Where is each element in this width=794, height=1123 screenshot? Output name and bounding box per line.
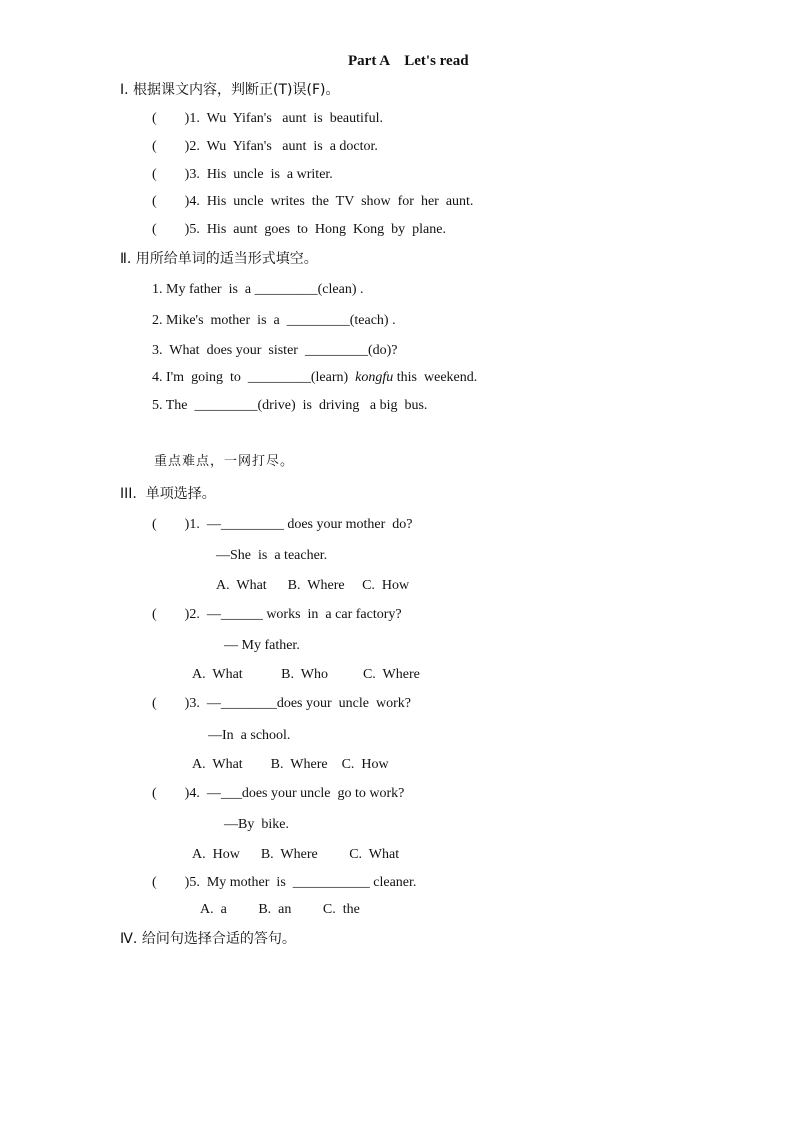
section-3-heading: III. 单项选择。: [120, 486, 216, 502]
section-1-item-1: ( )1. Wu Yifan's aunt is beautiful.: [152, 111, 383, 126]
question-1-options: A. What B. Where C. How: [216, 578, 410, 593]
section-1-item-5: ( )5. His aunt goes to Hong Kong by plane.: [152, 222, 446, 237]
section-2-item-1: 1. My father is a _________(clean) .: [152, 282, 364, 297]
section-1-item-4: ( )4. His uncle writes the TV show for her aunt.: [152, 194, 474, 209]
section-2-item-5: 5. The _________(drive) is driving a big bus.: [152, 398, 428, 413]
question-3-stem: ( )3. —________does your uncle work?: [152, 696, 411, 711]
question-3-options: A. What B. Where C. How: [192, 757, 389, 772]
question-4-answer: —By bike.: [224, 817, 289, 832]
section-2-item-3: 3. What does your sister _________(do)?: [152, 343, 398, 358]
section-1-item-2: ( )2. Wu Yifan's aunt is a doctor.: [152, 139, 378, 154]
key-points-note: 重点难点，一网打尽。: [154, 454, 295, 469]
question-4-stem: ( )4. —___does your uncle go to work?: [152, 786, 405, 801]
section-4-heading: Ⅳ. 给问句选择合适的答句。: [120, 931, 296, 947]
section-2-heading: Ⅱ. 用所给单词的适当形式填空。: [120, 251, 318, 267]
page-title: Part A Let's read: [348, 53, 469, 69]
question-2-stem: ( )2. —______ works in a car factory?: [152, 607, 402, 622]
section-2-item-4: [152, 369, 477, 387]
question-1-stem: ( )1. —_________ does your mother do?: [152, 517, 413, 532]
question-4-options: A. How B. Where C. What: [192, 847, 400, 862]
question-2-options: A. What B. Who C. Where: [192, 667, 420, 682]
section-2-item-4-pre: 4. I'm going to _________(learn): [152, 370, 356, 385]
question-5-options: A. a B. an C. the: [200, 902, 360, 917]
section-1-item-3: ( )3. His uncle is a writer.: [152, 167, 333, 182]
question-5-stem: ( )5. My mother is ___________ cleaner.: [152, 875, 417, 890]
question-1-answer: —She is a teacher.: [216, 548, 328, 563]
question-2-answer: — My father.: [224, 638, 300, 653]
section-2-item-4-emphasis: kongfu: [355, 370, 394, 385]
section-2-item-4-post: this weekend.: [393, 370, 478, 385]
question-3-answer: —In a school.: [208, 728, 291, 743]
section-1-heading: Ⅰ. 根据课文内容，判断正(T)误(F)。: [120, 82, 340, 98]
section-2-item-2: 2. Mike's mother is a _________(teach) .: [152, 313, 396, 328]
